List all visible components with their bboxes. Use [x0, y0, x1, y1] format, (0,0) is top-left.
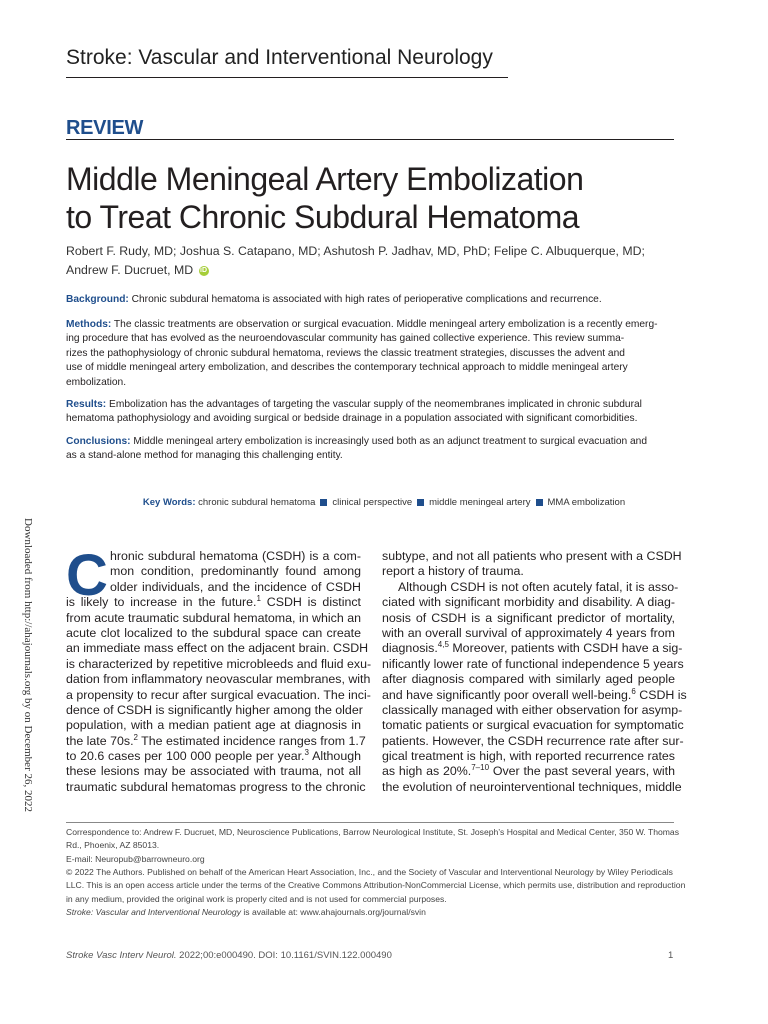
- correspondence-line: Correspondence to: Andrew F. Ducruet, MD, Neuroscience Publications, Barrow Neurological Institute, St. Joseph’s Hospital and Medical Center, 350 W. Thomas: [66, 827, 680, 837]
- body-line: nificantly lower rate of functional independence 5 years: [382, 656, 684, 671]
- title-line-2: to Treat Chronic Subdural Hematoma: [66, 199, 580, 235]
- body-column-right: [382, 549, 687, 795]
- citation-ref[interactable]: 2: [133, 732, 138, 742]
- availability-line: Stroke: Vascular and Interventional Neurology is available at: www.ahajournals.org/journal/svin: [66, 906, 426, 917]
- abstract-methods-line: embolization.: [66, 376, 127, 388]
- abstract-label-results: Results:: [66, 399, 107, 410]
- body-line: as high as 20%.$^{7-10}$ Over the past several years, with: [382, 763, 676, 779]
- journal-name: Stroke: Vascular and Interventional Neurology: [66, 46, 493, 69]
- page-number: 1: [668, 950, 674, 961]
- correspondence-email[interactable]: E-mail: Neuropub@barrowneuro.org: [66, 853, 205, 864]
- author-list: [66, 242, 686, 280]
- abstract-text-background: Chronic subdural hematoma is associated with high rates of perioperative complications and recurrence.: [128, 294, 602, 305]
- body-line: classically managed with either observation for asymp-: [382, 702, 683, 717]
- keyword-item[interactable]: clinical perspective: [332, 497, 413, 508]
- abstract-conclusions: [66, 435, 678, 464]
- body-line: ciated with significant morbidity and disability. A diag-: [382, 595, 675, 610]
- abstract-methods: [66, 318, 678, 390]
- correspondence: [66, 826, 678, 866]
- abstract-methods-line: The classic treatments are observation or surgical evacuation. Middle meningeal artery embolization is a recently emerg-: [111, 319, 658, 330]
- body-line: gical treatment is high, with reported recurrence rates: [382, 749, 675, 764]
- body-line: mon condition, predominantly found among: [110, 564, 361, 579]
- abstract-methods-line: use of middle meningeal artery embolization, and describes the contemporary technical approach to middle meningeal artery: [66, 362, 628, 374]
- correspondence-line: Rd., Phoenix, AZ 85013.: [66, 840, 160, 851]
- abstract-conclusions-line: as a stand-alone method for managing this challenging entity.: [66, 450, 343, 462]
- correspondence-rule: [66, 822, 674, 823]
- body-line: acute clot localized to the subdural space can create: [66, 625, 361, 640]
- section-rule: [66, 139, 674, 140]
- abstract-label-methods: Methods:: [66, 319, 112, 330]
- body-line: tomatic patients or surgical evacuation for symptomatic: [382, 718, 684, 733]
- abstract-results: [66, 398, 678, 427]
- body-line: an immediate mass effect on the adjacent brain. CSDH: [66, 641, 369, 656]
- body-line: older individuals, and the incidence of CSDH: [110, 579, 361, 594]
- body-line: dation from inflammatory neovascular membranes, with: [66, 672, 371, 687]
- orcid-icon[interactable]: iD: [200, 266, 208, 274]
- citation-ref[interactable]: 3: [304, 747, 309, 757]
- abstract-conclusions-line: Middle meningeal artery embolization is increasingly used both as an adjunct treatment to surgical evacuation and: [130, 436, 647, 447]
- citation-ref[interactable]: 7–10: [471, 763, 490, 773]
- download-note-text: Downloaded from http://ahajournals.org by on December 26, 2022: [22, 518, 34, 812]
- keyword-item[interactable]: chronic subdural hematoma: [198, 497, 316, 508]
- body-line: report a history of trauma.: [382, 564, 524, 579]
- square-bullet-icon: [417, 499, 424, 506]
- journal-rule: [66, 77, 508, 78]
- download-note: [20, 518, 36, 848]
- footer-citation: [66, 950, 392, 961]
- keywords-label: Key Words:: [142, 497, 196, 508]
- square-bullet-icon: [536, 499, 543, 506]
- footer-journal-abbrev: Stroke Vasc Interv Neurol.: [66, 950, 177, 961]
- body-line: a propensity to recur after surgical evacuation. The inci-: [66, 687, 371, 702]
- body-line: to 20.6 cases per 100 000 people per year.$^3$ Although: [66, 747, 361, 764]
- citation-ref[interactable]: 6: [631, 686, 636, 696]
- citation-ref[interactable]: 4,5: [437, 640, 449, 650]
- body-line: subtype, and not all patients who present with a CSDH: [382, 549, 682, 563]
- journal-url[interactable]: is available at: www.ahajournals.org/journal/svin: [241, 906, 426, 917]
- author-ducruet[interactable]: Andrew F. Ducruet, MD: [66, 263, 194, 277]
- keywords: [0, 497, 768, 508]
- body-line: and have significantly poor overall well-being.$^6$ CSDH is: [382, 686, 687, 702]
- body-line: these lesions may be associated with trauma, not all: [66, 764, 361, 779]
- abstract-background: [66, 293, 678, 307]
- body-line: diagnosis.$^{4,5}$ Moreover, patients with CSDH have a sig-: [382, 640, 683, 656]
- abstract-methods-line: ing procedure that has evolved as the neuroendovascular community has gained collective experience. This review summa-: [66, 333, 625, 345]
- abstract-results-line: Embolization has the advantages of targeting the vascular supply of the neomembranes implicated in chronic subdural: [106, 399, 642, 410]
- abstract-label-conclusions: Conclusions:: [66, 436, 131, 447]
- copyright-line: LLC. This is an open access article under the terms of the Creative Commons Attribution-NonCommercial License, which permits use, distribution and reproduction: [66, 880, 686, 891]
- section-label: REVIEW: [66, 117, 144, 139]
- keyword-item[interactable]: MMA embolization: [547, 497, 626, 508]
- citation-ref[interactable]: 1: [256, 594, 261, 604]
- copyright-notice: [66, 866, 686, 919]
- body-line: is likely to increase in the future.$^1$ CSDH is distinct: [66, 594, 361, 610]
- body-line: dence of CSDH is significantly higher among the older: [66, 702, 363, 717]
- authors-line-1[interactable]: Robert F. Rudy, MD; Joshua S. Catapano, MD; Ashutosh P. Jadhav, MD, PhD; Felipe C. Albuquerque, MD;: [66, 244, 645, 258]
- copyright-line: in any medium, provided the original work is properly cited and is not used for commercial purposes.: [66, 893, 447, 904]
- body-line: the evolution of neurointerventional techniques, middle: [382, 779, 682, 794]
- body-line: nosis of CSDH is a significant predictor of mortality,: [382, 610, 675, 625]
- keyword-item[interactable]: middle meningeal artery: [429, 497, 531, 508]
- authors-line-2: [66, 261, 686, 280]
- body-line: Although CSDH is not often acutely fatal, it is asso-: [398, 579, 679, 594]
- footer-doi[interactable]: 2022;00:e000490. DOI: 10.1161/SVIN.122.000490: [176, 950, 392, 961]
- abstract-methods-line: rizes the pathophysiology of chronic subdural hematoma, reviews the classic treatment strategies, discusses the advent and: [66, 347, 625, 359]
- copyright-line: © 2022 The Authors. Published on behalf of the American Heart Association, Inc., and the Society of Vascular and Interventional Neurology by Wiley Periodicals: [66, 867, 673, 877]
- title-line-1: Middle Meningeal Artery Embolization: [66, 161, 584, 197]
- body-line: patients. However, the CSDH recurrence rate after sur-: [382, 733, 684, 748]
- body-column-left: [66, 543, 372, 795]
- body-line: with an overall survival of approximately 4 years from: [382, 625, 675, 640]
- drop-cap: C: [66, 543, 108, 608]
- body-line: the late 70s.$^2$ The estimated incidence ranges from 1.7: [66, 732, 366, 748]
- body-line: population, with a median patient age at diagnosis in: [66, 718, 361, 733]
- body-line: hronic subdural hematoma (CSDH) is a com-: [110, 549, 361, 563]
- body-line: is characterized by repetitive microbleeds and fluid exu-: [66, 656, 372, 671]
- square-bullet-icon: [320, 499, 327, 506]
- abstract-results-line: hematoma pathophysiology and avoiding surgical or bedside drainage in a population associated with significant comorbidities.: [66, 413, 638, 425]
- body-line: after diagnosis compared with similarly aged people: [382, 672, 675, 687]
- article-title: [66, 160, 686, 236]
- abstract-label-background: Background:: [66, 294, 129, 305]
- body-line: traumatic subdural hematomas progress to the chronic: [66, 779, 366, 794]
- body-line: from acute traumatic subdural hematoma, in which an: [66, 610, 361, 625]
